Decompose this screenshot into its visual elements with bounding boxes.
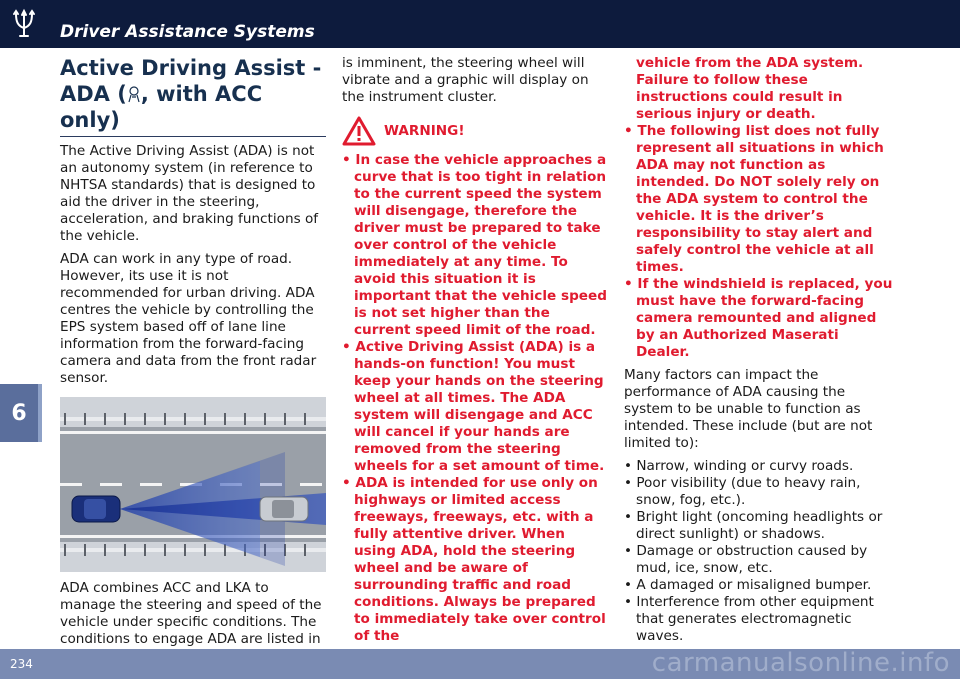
intro-paragraph: The Active Driving Assist (ADA) is not an autonomy system (in reference to NHTSA standards) that is designed to aid the driver in the steering, acceleration, and braking functions of the vehicle. [60,143,319,244]
chapter-tab[interactable]: 6 [0,384,42,442]
warning-item: • If the windshield is replaced, you must have the forward-facing camera remounted and aligned by an Authorized Maserati Dealer. [624,276,896,361]
warning-list-2 [624,123,896,361]
road-paragraph: ADA can work in any type of road. However, its use it is not recommended for urban driving. ADA centres the vehicle by controlling the EPS system based off of lane line information from the forward-facing camera and data from the front radar sensor. [60,251,317,386]
list-item: • Narrow, winding or curvy roads. [624,458,896,475]
page-title [60,55,326,137]
page-number: 234 [10,657,33,671]
warning-item: • The following list does not fully represent all situations in which ADA may not function as intended. Do NOT solely rely on the ADA system to control the vehicle. It is the driver’s responsibility to stay alert and safely control the vehicle at all times. [624,123,896,276]
factors-list [624,458,896,645]
warning-continued: vehicle from the ADA system. Failure to follow these instructions could result in serious injury or death. [636,55,864,122]
list-item: • Interference from other equipment that generates electromagnetic waves. [624,594,896,645]
warning-label: WARNING! [384,122,465,139]
trident-logo-icon [8,8,40,40]
column-2 [342,55,608,645]
warning-list [342,152,608,645]
list-item: • A damaged or misaligned bumper. [624,577,896,594]
page-header [0,0,960,48]
column-3 [624,55,896,645]
warning-item: • Active Driving Assist (ADA) is a hands-on function! You must keep your hands on the steering wheel at all times. The ADA system will disengage and ACC will cancel if your hands are removed from the steering wheels for a set amount of time. [342,339,608,475]
list-item: • Bright light (oncoming headlights or direct sunlight) or shadows. [624,509,896,543]
title-line-2-pre: ADA ( [60,82,127,106]
warning-item: • ADA is intended for use only on highways or limited access freeways, freeways, etc. with a fully attentive driver. When using ADA, hold the steering wheel and be aware of surrounding traffic and road conditions. Always be prepared to immediately take over control of the [342,475,608,645]
combines-paragraph: ADA combines ACC and LKA to manage the steering and speed of the vehicle under specific conditions. The conditions to engage ADA are listed in [60,580,322,647]
ada-steering-icon [127,85,141,103]
list-item: • Damage or obstruction caused by mud, ice, snow, etc. [624,543,896,577]
watermark: carmanualsonline.info [651,648,950,678]
factors-paragraph: Many factors can impact the performance of ADA causing the system to be unable to function as intended. These include (but are not limited to): [624,367,873,451]
warning-triangle-icon [342,116,376,146]
ada-diagram-image [60,397,326,572]
title-line-1: Active Driving Assist - [60,56,322,80]
continued-paragraph: is imminent, the steering wheel will vibrate and a graphic will display on the instrument cluster. [342,55,589,105]
section-title: Driver Assistance Systems [60,22,315,42]
title-line-2-post: , with ACC only) [60,82,263,132]
list-item: • Poor visibility (due to heavy rain, snow, fog, etc.). [624,475,896,509]
warning-heading [342,116,608,146]
warning-item: • In case the vehicle approaches a curve that is too tight in relation to the current speed the system will disengage, therefore the driver must be prepared to take over control of the vehicle immediately at any time. To avoid this situation it is important that the vehicle speed is not set higher than the current speed limit of the road. [342,152,608,339]
column-1 [60,55,326,671]
